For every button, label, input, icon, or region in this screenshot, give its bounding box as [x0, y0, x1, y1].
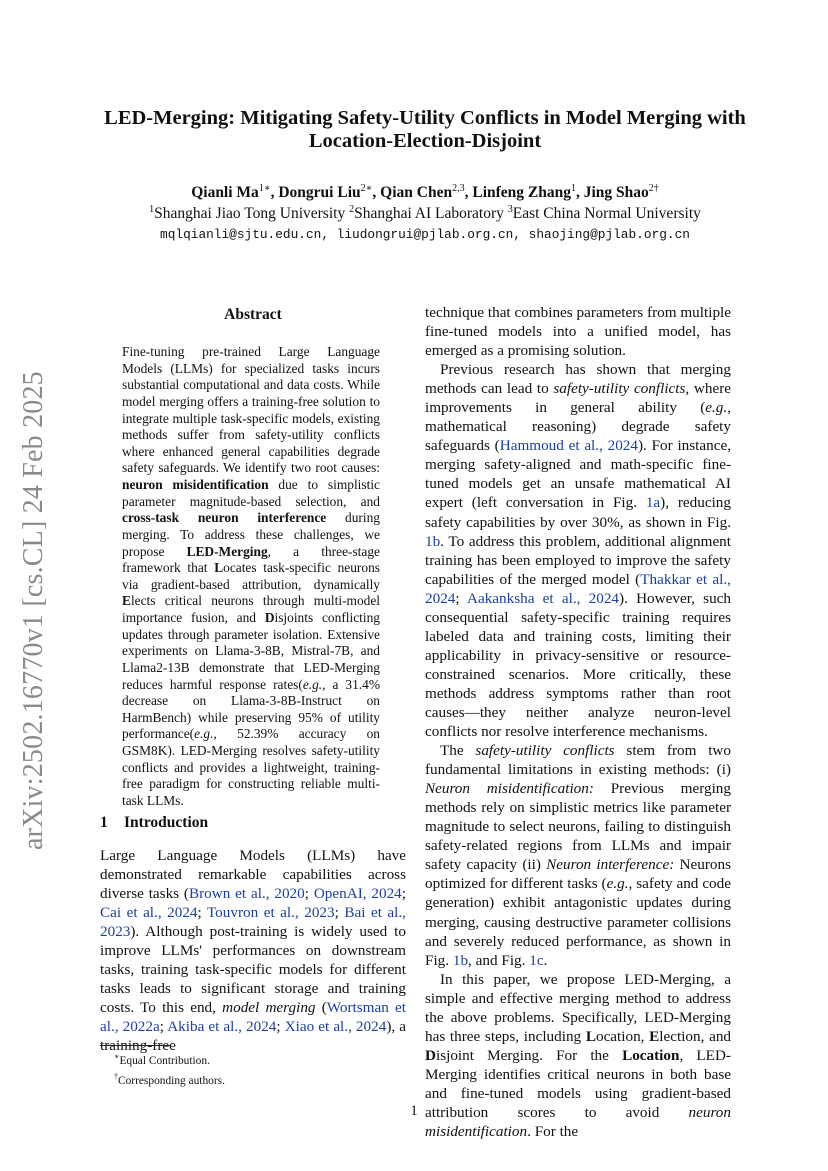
footnote-text: Equal Contribution.	[119, 1054, 210, 1067]
author-name: Dongrui Liu	[278, 184, 361, 202]
abstract-heading: Abstract	[224, 306, 282, 323]
author-mark: 2∗	[360, 183, 373, 194]
citation-link[interactable]: Hammoud et al., 2024	[499, 437, 638, 455]
figure-link[interactable]: 1b	[452, 951, 469, 969]
separator: ;	[401, 885, 406, 903]
body-text: ). Although post-training is widely used to improve LLMs' performances on downstream tasks, training task-specific models for different tasks leads to significant storage and training costs. To this end,	[100, 923, 406, 1017]
abstract-text: during merging. To address these challenges, we propose	[122, 510, 381, 559]
page-number: 1	[410, 1103, 418, 1119]
body-text: In this paper, we propose LED-Merging, a simple and effective merging method to address the above problems. Specifically, LED-Merging has three steps, including	[425, 970, 731, 1045]
citation-link[interactable]: Xiao et al., 2024	[284, 1018, 387, 1036]
affiliations	[80, 204, 770, 223]
author-list: Qianli $Ma^{1∗}$, Dongrui Liu$^{2∗}$, Qian Chen$^{2,3}$, Linfeng Zhang$^1$, Jing Shao$^{2\dagger}$	[191, 183, 659, 202]
abstract-italic: e.g.	[194, 726, 214, 742]
title-line-1: LED-Merging: Mitigating Safety-Utility Conflicts in Model Merging with	[104, 107, 746, 129]
footnote-mark: †	[114, 1071, 118, 1081]
body-text: Previous research has shown that merging methods can lead to	[425, 361, 731, 398]
affil-name: Shanghai Jiao Tong University	[154, 205, 350, 223]
affil-mark: 2	[349, 204, 355, 215]
abstract-text: , a 31.4% decrease on Llama-3-8B-Instruct on HarmBench) while preserving 95% of utility performance(	[122, 676, 380, 742]
abstract-text: , a three-stage framework that	[122, 543, 380, 576]
affil-name: Shanghai AI Laboratory	[354, 205, 508, 223]
citation-link[interactable]: Aakanksha et al., 2024	[466, 589, 620, 607]
separator: ;	[159, 1018, 168, 1036]
abstract-text: , 52.39% accuracy on GSM8K). LED-Merging resolves safety-utility conflicts and provides a lightweight, training-free paradigm for constructing reliable multi-task LLMs.	[122, 726, 380, 808]
footnotes	[114, 1049, 225, 1089]
abstract-text: lects critical neurons through multi-model importance fusion, and	[122, 593, 380, 625]
citation-link[interactable]: Touvron et al., 2023	[206, 904, 335, 922]
figure-link[interactable]: 1b	[425, 532, 441, 550]
body-paragraph	[425, 741, 731, 970]
body-text: Neurons optimized for different tasks (	[425, 856, 731, 893]
separator: ;	[334, 904, 345, 922]
separator: (	[315, 999, 327, 1017]
author-mark: 1∗	[258, 183, 271, 194]
body-text: , where improvements in general ability (	[425, 380, 731, 417]
affil-mark: 1	[149, 204, 155, 215]
body-italic: e.g.	[705, 399, 728, 417]
body-italic: neuron misidentification	[425, 1103, 731, 1141]
body-paragraph	[425, 360, 731, 741]
citation-link[interactable]: OpenAI, 2024	[313, 885, 402, 903]
affil-name: East China Normal University	[512, 205, 701, 223]
abstract-bold: D	[264, 610, 275, 625]
separator: ;	[276, 1018, 285, 1036]
footnote-divider	[100, 1045, 170, 1046]
body-italic: Neuron misidentification:	[425, 780, 594, 798]
citation-link[interactable]: Wortsman et al., 2022a	[100, 999, 406, 1036]
figure-link[interactable]: 1c	[529, 951, 544, 969]
body-text: . To address this problem, additional alignment training has been employed to improve the safety capabilities of the merged model (	[425, 532, 731, 588]
author-mark: 1	[571, 183, 576, 194]
author-name: Linfeng Zhang	[472, 184, 571, 202]
body-bold: L	[585, 1027, 596, 1045]
body-text: .	[543, 951, 548, 969]
body-text: , LED-Merging identifies critical neurons in both base and fine-tuned models using gradient-based attribution scores to avoid	[425, 1046, 731, 1121]
body-text: Large Language Models (LLMs) have demonstrated remarkable capabilities across diverse tasks (	[100, 847, 406, 903]
citation-link[interactable]: Cai et al., 2024	[100, 904, 198, 922]
abstract-bold: cross-task neuron interference	[122, 510, 327, 526]
author-mark: 2,3	[452, 183, 465, 194]
body-text: ). For instance, merging safety-aligned and math-specific fine-tuned models get an unsafe mathematical AI expert (left conversation in Fig.	[425, 437, 731, 512]
footnote-equal-contribution	[114, 1049, 225, 1069]
abstract-text: ocates task-specific neurons via gradient-based attribution, dynamically	[122, 560, 380, 592]
body-bold: E	[649, 1027, 660, 1045]
body-bold: Location	[622, 1046, 680, 1064]
body-text: ), a training-free	[100, 1018, 406, 1055]
right-column	[425, 303, 731, 1141]
body-text: ), reducing safety capabilities by over 30%, as shown in Fig.	[425, 494, 731, 531]
abstract-italic: e.g.	[302, 676, 323, 692]
body-text: ocation,	[595, 1027, 650, 1045]
citation-link[interactable]: Brown et al., 2020	[188, 885, 305, 903]
abstract-body	[122, 344, 380, 810]
title-line-2: Location-Election-Disjoint	[308, 130, 542, 152]
body-text: lection, and	[659, 1027, 732, 1045]
citation-link[interactable]: Akiba et al., 2024	[167, 1018, 277, 1036]
citation-link[interactable]: Bai et al., 2023	[100, 904, 406, 941]
separator: ;	[455, 589, 467, 607]
section-heading-introduction	[100, 814, 208, 832]
abstract-text: isjoints conflicting updates through parameter isolation. Extensive experiments on Llama-3-8B, Mistral-7B, and Llama2-13B demonstrate that LED-Merging reduces harmful response rates(	[122, 610, 380, 692]
abstract-bold: L	[214, 560, 224, 576]
body-italic: safety-utility conflicts	[475, 742, 615, 760]
footnote-text: Corresponding authors.	[118, 1074, 225, 1087]
author-name: Qian Chen	[380, 184, 453, 202]
section-number: 1	[100, 814, 108, 831]
body-text: , safety and code generation) exhibit antagonistic updates during merging, causing destructive parameter collisions and severely reduced performance, as shown in Fig.	[425, 875, 731, 969]
abstract-text: due to simplistic parameter magnitude-based selection, and	[122, 477, 380, 509]
figure-link[interactable]: 1a	[645, 494, 661, 512]
author-name: Qianli Ma	[191, 184, 259, 202]
body-text: ). However, such consequential safety-specific training requires labeled data and training costs, limiting their applicability in privacy-sensitive or resource-constrained scenarios. More critically, these methods address symptoms rather than root causes—they neither analyze neuron-level conflicts nor resolve interference mechanisms.	[425, 589, 731, 741]
body-paragraph: technique that combines parameters from multiple fine-tuned models into a unified model, has emerged as a promising solution.	[425, 304, 731, 360]
body-italic: Neuron interference:	[546, 856, 675, 874]
body-text: , mathematical reasoning) degrade safety safeguards (	[425, 399, 731, 455]
footnote-corresponding	[114, 1069, 225, 1089]
body-italic: model merging	[222, 999, 316, 1017]
body-text: Previous merging methods rely on simplistic metrics like parameter magnitude to select neurons, failing to distinguish safety-related regions from LLMs and impair safety capacity (ii)	[425, 780, 731, 874]
body-text: . For the	[527, 1123, 579, 1141]
affil-mark: 3	[507, 204, 513, 215]
body-italic: safety-utility conflicts	[553, 380, 686, 398]
body-text: stem from two fundamental limitations in existing methods: (i)	[425, 742, 731, 779]
author-name: Jing Shao	[583, 184, 649, 202]
author-mark: 2†	[648, 183, 659, 194]
separator: ;	[304, 885, 314, 903]
abstract-bold: neuron misidentification	[122, 477, 269, 492]
citation-link[interactable]: Thakkar et al., 2024	[425, 570, 731, 607]
paper-title	[80, 107, 770, 153]
abstract-text: Fine-tuning pre-trained Large Language Models (LLMs) for specialized tasks incurs substantial computational and data costs. While model merging offers a training-free solution to integrate multiple task-specific models, existing methods suffer from safety-utility conflicts where enhanced general capabilities degrade safety safeguards. We identify two root causes:	[122, 344, 380, 476]
abstract-bold: LED-Merging	[186, 543, 268, 559]
footnote-mark: ∗	[114, 1052, 120, 1061]
body-text: isjoint Merging. For the	[435, 1046, 623, 1064]
separator: ;	[197, 904, 207, 922]
author-emails[interactable]: mqlqianli@sjtu.edu.cn, liudongrui@pjlab.org.cn, shaojing@pjlab.org.cn	[160, 227, 690, 242]
abstract-bold: E	[122, 593, 131, 609]
intro-paragraph	[100, 846, 406, 1056]
body-bold: D	[425, 1046, 436, 1064]
body-italic: e.g.	[606, 875, 629, 893]
section-title: Introduction	[124, 814, 209, 831]
arxiv-identifier: arXiv:2502.16770v1 [cs.CL] 24 Feb 2025	[18, 371, 49, 850]
body-text: The	[440, 742, 476, 760]
body-text: , and Fig.	[468, 951, 530, 969]
